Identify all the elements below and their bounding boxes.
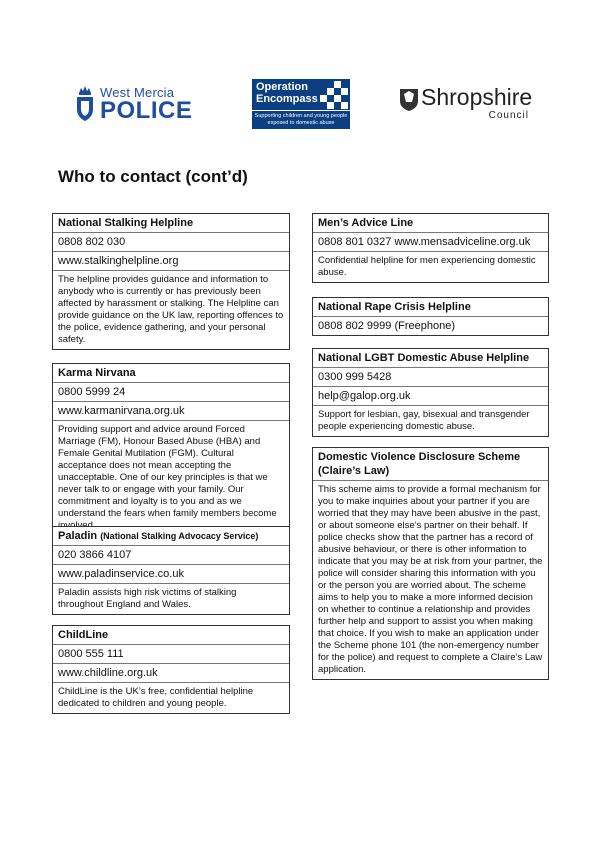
logo-council: Council <box>488 110 529 121</box>
contact-card-lgbt-helpline <box>312 348 549 437</box>
contact-name: Domestic Violence Disclosure Scheme (Claire’s Law) <box>313 448 548 481</box>
contact-card-paladin <box>52 526 290 615</box>
logo-line1: West Mercia <box>100 85 175 100</box>
contact-phone: 0800 555 111 <box>53 645 289 664</box>
contact-website: www.stalkinghelpline.org <box>53 252 289 271</box>
contact-website: www.childline.org.uk <box>53 664 289 683</box>
checkered-pattern-icon <box>320 81 348 109</box>
crown-crest-icon <box>74 85 96 123</box>
logo-line2: Encompass <box>256 93 318 105</box>
contact-name: ChildLine <box>53 626 289 645</box>
shield-crest-icon <box>399 88 419 112</box>
logo-line1: Operation <box>256 81 308 93</box>
logo-line2: POLICE <box>100 97 193 124</box>
contact-name: Paladin <box>58 530 98 542</box>
contact-name: Men’s Advice Line <box>313 214 548 233</box>
contact-name: National LGBT Domestic Abuse Helpline <box>313 349 548 368</box>
contact-details: 0808 802 9999 (Freephone) <box>318 320 455 332</box>
contact-description: Paladin assists high risk victims of stalking throughout England and Wales. <box>58 587 237 610</box>
contact-card-claires-law <box>312 447 549 680</box>
contact-name: National Rape Crisis Helpline <box>313 298 548 317</box>
contact-phone: 0808 802 030 <box>53 233 289 252</box>
contact-description: Providing support and advice around Forced Marriage (FM), Honour Based Abuse (HBA) and Female Genital Mutilation (FGM). Cultural acceptance does not mean accepting the unacceptable. One of our key principles is that we never talk to or engage with your family. Our commitment and loyalty is to you and as we understand the fears when family members become <box>58 424 277 519</box>
contact-details: 0808 801 0327 www.mensadviceline.org.uk <box>313 233 548 252</box>
contact-name: Karma Nirvana <box>53 364 289 383</box>
contact-website: www.paladinservice.co.uk <box>53 565 289 584</box>
contact-description: Confidential helpline for men experiencing domestic abuse. <box>318 255 536 278</box>
page-title: Who to contact (cont’d) <box>58 167 248 186</box>
contact-name: National Stalking Helpline <box>53 214 289 233</box>
logo-name: Shropshire <box>421 84 533 110</box>
contact-card-karma-nirvana <box>52 363 290 536</box>
contact-name-row <box>53 527 289 546</box>
contact-name-suffix: (National Stalking Advocacy Service) <box>100 531 259 541</box>
contact-card-stalking-helpline <box>52 213 290 350</box>
contact-description: The helpline provides guidance and information to anybody who is currently or has previously been affected by harassment or stalking. The Helpline can provide guidance on the UK law, reporting offences to the police, evidence gathering, and your personal safety. <box>58 274 284 345</box>
contact-card-rape-crisis <box>312 297 549 336</box>
contact-description: Support for lesbian, gay, bisexual and transgender people experiencing domestic abuse. <box>318 409 530 432</box>
contact-card-childline <box>52 625 290 714</box>
shropshire-council-logo <box>399 84 531 126</box>
contact-website: www.karmanirvana.org.uk <box>53 402 289 421</box>
logo-tagline: Supporting children and young people exposed to domestic abuse <box>252 110 350 129</box>
west-mercia-police-logo <box>74 84 196 126</box>
contact-phone: 020 3866 4107 <box>53 546 289 565</box>
contact-description: This scheme aims to provide a formal mechanism for you to make inquiries about your partner if you are worried that they may have been abusive in the past, or about someone else’s partner on their behalf. If police checks show that the partner has a record of abusive behaviour, or there is other information to indicate that you may be at risk from your partner, the police will consider sharing this information with you or the person you are worried about. The scheme aims to help you to make a more informed decision on whether to continue a relationship and provides further help and support to assist you when making that choice. If you wish to make an application under the Scheme phone 101 (the non-emergency number for the police) and request to complete a Claire’s Law application. <box>318 484 543 675</box>
contact-phone: 0800 5999 24 <box>53 383 289 402</box>
operation-encompass-logo <box>252 79 350 129</box>
contact-email: help@galop.org.uk <box>313 387 548 406</box>
contact-description: ChildLine is the UK’s free, confidential helpline dedicated to children and young people. <box>58 686 254 709</box>
contact-card-mens-advice-line <box>312 213 549 283</box>
contact-phone: 0300 999 5428 <box>313 368 548 387</box>
